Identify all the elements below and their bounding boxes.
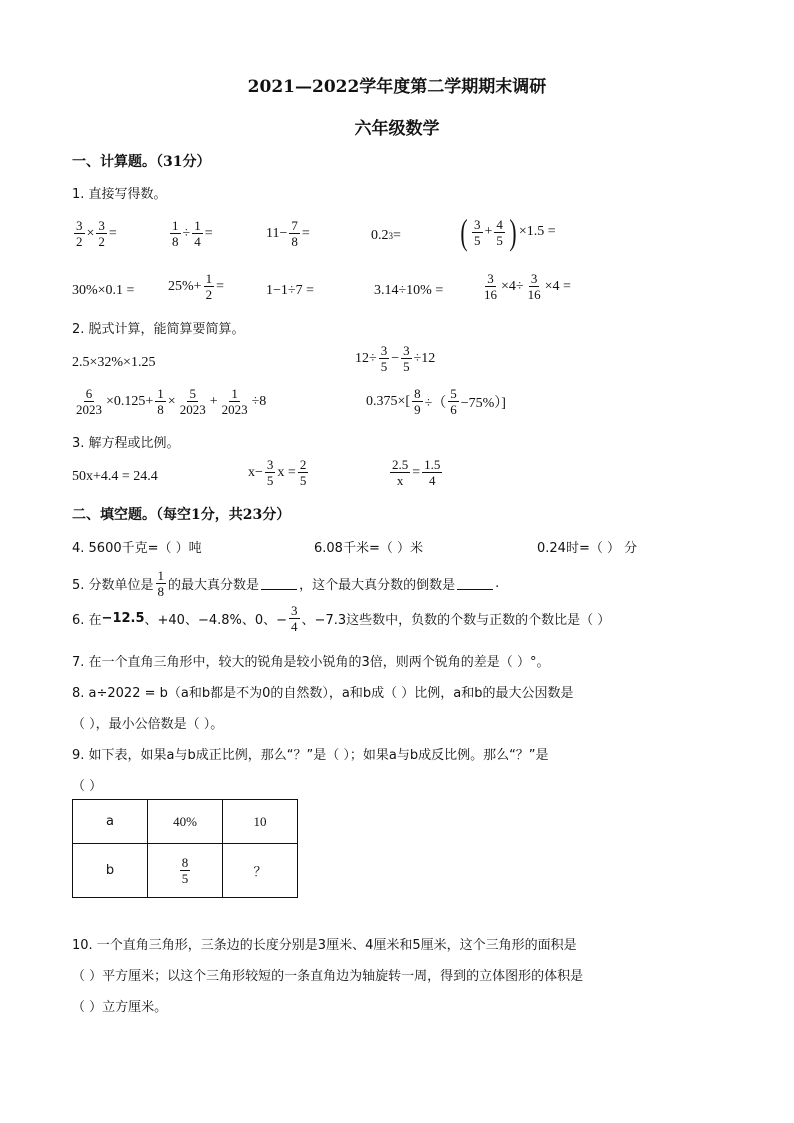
q9-cell-a2: 10 <box>223 800 298 844</box>
q10-line3: （ ）立方厘米。 <box>72 1000 168 1015</box>
exam-subtitle: 六年级数学 <box>354 119 440 139</box>
q3-a: 50x+4.4 = 24.4 <box>72 469 158 484</box>
section1-heading: 一、计算题。（31分） <box>72 154 211 170</box>
q9-row-b <box>73 844 298 898</box>
q5: 5. 分数单位是 $\frac{1}{8}$ 的最大真分数是 ，这个最大真分数的倒数是 . <box>72 568 500 599</box>
q2-c: $\frac{6}{2023}$ ×0.125+ $\frac{1}{8}$ × $\frac{5}{2023}$ + $\frac{1}{2023}$ ÷8 <box>76 386 267 417</box>
q4-b: 6.08千米=（ ）米 <box>314 541 423 556</box>
q9-cell-b-label: b <box>73 844 148 898</box>
q1-r2-d: 3.14÷10% = <box>374 283 444 298</box>
q1-r1-a: $\frac{3}{2}$ × $\frac{3}{2}$ = <box>76 218 117 249</box>
q1-label: 1. 直接写得数。 <box>72 187 167 202</box>
exam-title: 2021—2022学年度第二学期期末调研 <box>247 77 547 97</box>
q9-line2: （ ） <box>72 779 103 794</box>
q3-b: x− $\frac{3}{5}$ x = $\frac{2}{5}$ <box>248 457 307 488</box>
q1-r2-c: 1−1÷7 = <box>266 283 314 298</box>
q3-label: 3. 解方程或比例。 <box>72 436 180 451</box>
q2-a: 2.5×32%×1.25 <box>72 355 156 370</box>
q2-b: 12÷ $\frac{3}{5}$ − $\frac{3}{5}$ ÷12 <box>355 343 436 374</box>
q9-cell-b2: ？ <box>223 844 298 898</box>
q8-line1: 8. a÷2022 = b（a和b都是不为0的自然数），a和b成（ ）比例，a和b的最大公因数是 <box>72 686 574 701</box>
q9-cell-a1: 40% <box>148 800 223 844</box>
q9-row-a <box>73 800 298 844</box>
q1-r1-e: ( $\frac{3}{5}$ + $\frac{4}{5}$ ) ×1.5 = <box>460 212 556 252</box>
q1-r1-c: 11− $\frac{7}{8}$ = <box>266 218 310 249</box>
q6: 6. 在 −12.5 、+40、−4.8%、0、− $\frac{3}{4}$ 、−7.3这些数中，负数的个数与正数的个数比是（ ） <box>72 603 611 634</box>
q2-d: 0.375×[ $\frac{8}{9}$ ÷（ $\frac{5}{6}$ −75%）] <box>366 386 506 417</box>
q9-cell-a-label: a <box>73 800 148 844</box>
q9-line1: 9. 如下表，如果a与b成正比例，那么“？”是（ ）；如果a与b成反比例。那么“？”是 <box>72 748 549 763</box>
q10-line2: （ ）平方厘米；以这个三角形较短的一条直角边为轴旋转一周，得到的立体图形的体积是 <box>72 969 584 984</box>
section2-heading: 二、填空题。（每空1分，共23分） <box>72 507 291 523</box>
q5-blank-2[interactable] <box>457 577 493 590</box>
q7: 7. 在一个直角三角形中，较大的锐角是较小锐角的3倍，则两个锐角的差是（ ）°。 <box>72 655 550 670</box>
q1-r1-b: $\frac{1}{8}$ ÷ $\frac{1}{4}$ = <box>172 218 213 249</box>
q5-blank-1[interactable] <box>261 577 297 590</box>
q1-r1-d: 0.2 3 = <box>371 228 401 243</box>
q9-cell-b1: $\frac{8}{5}$ <box>148 844 223 898</box>
q1-r2-a: 30%×0.1 = <box>72 283 135 298</box>
q1-r2-b: 25%+ $\frac{1}{2}$ = <box>168 271 224 302</box>
q4-c: 0.24时=（ ） 分 <box>537 541 638 556</box>
q1-r2-e: $\frac{3}{16}$ ×4÷ $\frac{3}{16}$ ×4 = <box>484 271 571 302</box>
q9-table <box>72 799 298 898</box>
q10-line1: 10. 一个直角三角形，三条边的长度分别是3厘米、4厘米和5厘米，这个三角形的面积是 <box>72 938 577 953</box>
q3-c: $\frac{2.5}{x}$ = $\frac{1.5}{4}$ <box>392 457 441 488</box>
q2-label: 2. 脱式计算，能简算要简算。 <box>72 322 245 337</box>
q4-a: 4. 5600千克=（ ）吨 <box>72 541 202 556</box>
q8-line2: （ ），最小公倍数是（ ）。 <box>72 717 224 732</box>
